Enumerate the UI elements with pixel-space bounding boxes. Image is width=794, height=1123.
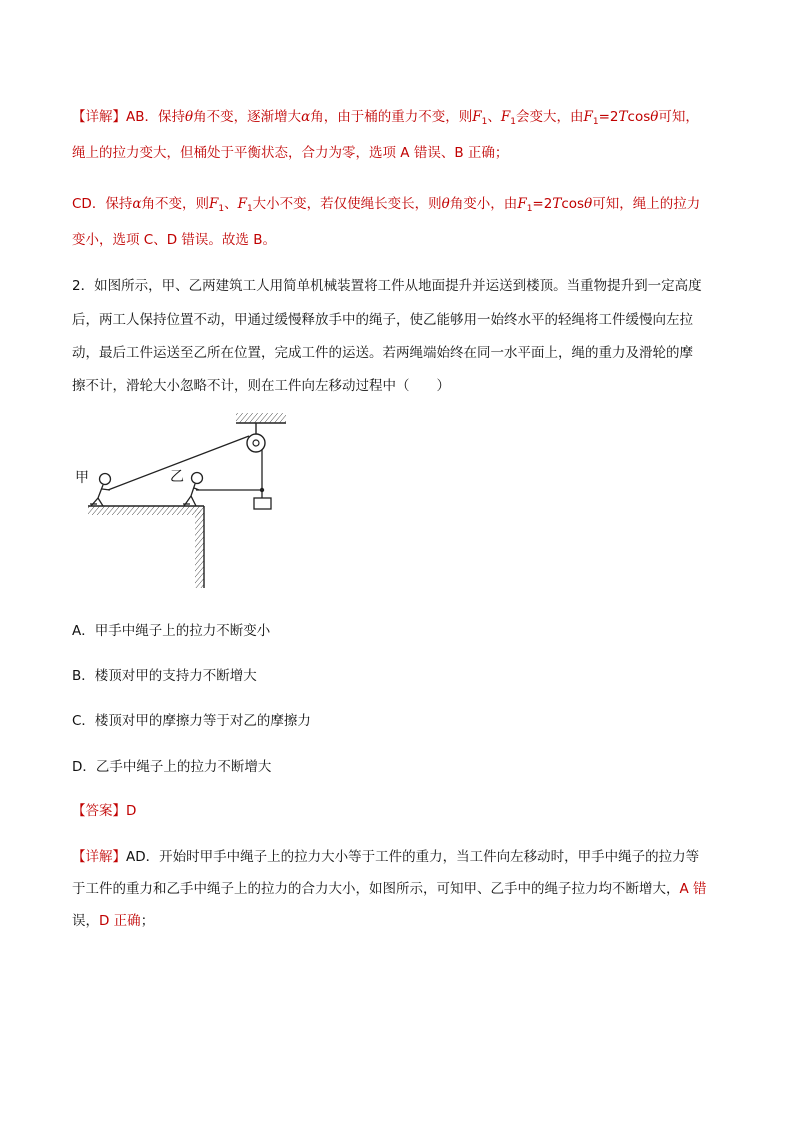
formula-f: F: [517, 196, 527, 212]
text-segment: 、: [224, 196, 238, 212]
option-a: A．甲手中绳子上的拉力不断变小: [72, 623, 271, 639]
detail2-line2: [72, 879, 707, 899]
theta-symbol: θ: [441, 196, 450, 212]
question-line2: 后，两工人保持位置不动，甲通过缓慢释放手中的绳子，使乙能够用一始终水平的轻绳将工件缓慢向左拉: [72, 312, 693, 328]
text-segment: AB．保持: [126, 109, 185, 125]
text-segment: CD．保持: [72, 196, 133, 212]
text-segment: AD．开始时甲手中绳子上的拉力大小等于工件的重力，当工件向左移动时，甲手中绳子的拉力等: [126, 849, 700, 865]
formula-t: T: [552, 196, 562, 212]
f-symbol: F: [472, 109, 482, 125]
formula-theta: θ: [650, 109, 659, 125]
f-subscript: 1: [246, 204, 253, 214]
pulley-diagram: [70, 410, 300, 595]
alpha-symbol: α: [132, 196, 142, 212]
f-subscript: 1: [510, 117, 516, 127]
f-symbol: F: [500, 109, 511, 125]
formula-cos: cos: [561, 196, 585, 212]
question-line4: 擦不计，滑轮大小忽略不计，则在工件向左移动过程中（ ）: [72, 378, 450, 394]
f-symbol: F: [237, 196, 247, 212]
formula-f: F: [583, 109, 593, 125]
formula-eq: =2: [532, 196, 553, 212]
option-d: D．乙手中绳子上的拉力不断增大: [72, 759, 272, 775]
ceiling-hatch: [236, 413, 286, 423]
detail1-line3: [72, 194, 700, 219]
detail1-line2: 绳上的拉力变大，但桶处于平衡状态，合力为零，选项 A 错误、B 正确；: [72, 145, 509, 161]
wall-hatch: [195, 510, 204, 588]
f-symbol: F: [208, 196, 219, 212]
workpiece-block: [254, 498, 271, 509]
formula-theta: θ: [584, 196, 593, 212]
text-segment-red: D 正确: [99, 913, 141, 929]
question-line1: 2．如图所示，甲、乙两建筑工人用简单机械装置将工件从地面提升并运送到楼顶。当重物提升到一定高度: [72, 278, 702, 294]
detail1-line4: 变小，选项 C、D 错误。故选 B。: [72, 232, 276, 248]
option-b: B．楼顶对甲的支持力不断增大: [72, 668, 257, 684]
detail1-line1: [72, 107, 699, 132]
label-yi: 乙: [170, 469, 184, 485]
text-segment: 于工件的重力和乙手中绳子上的拉力的合力大小，如图所示，可知甲、乙手中的绳子拉力均不断增大，: [72, 881, 680, 897]
theta-symbol: θ: [185, 109, 194, 125]
worker-jia-figure: [90, 474, 111, 507]
text-segment: 会变大，由: [515, 109, 584, 125]
answer-line: [72, 801, 136, 821]
option-c: C．楼顶对甲的摩擦力等于对乙的摩擦力: [72, 713, 311, 729]
detail2-line3: [72, 911, 154, 931]
f-subscript: 1: [481, 117, 488, 127]
text-segment: 角变小，由: [449, 196, 518, 212]
formula-eq: =2: [598, 109, 619, 125]
question-line3: 动，最后工件运送至乙所在位置，完成工件的运送。若两绳端始终在同一水平面上，绳的重力及滑轮的摩: [72, 345, 693, 361]
text-segment: 大小不变，若仅使绳长变长，则: [252, 196, 442, 212]
f-subscript: 1: [218, 204, 225, 214]
text-segment: 、: [487, 109, 501, 125]
alpha-symbol: α: [301, 109, 311, 125]
formula-t: T: [618, 109, 628, 125]
text-segment: ；: [140, 913, 155, 929]
formula-sub: 1: [592, 117, 599, 127]
worker-yi-figure: [183, 473, 203, 507]
answer-tag: 【答案】: [72, 803, 126, 819]
detail2-line1: [72, 847, 699, 867]
text-segment: 可知，绳上的拉力: [592, 196, 701, 212]
label-jia: 甲: [75, 470, 89, 486]
pulley-axle: [253, 440, 259, 446]
text-segment-red: A 错: [679, 881, 707, 897]
text-segment: 角不变，逐渐增大: [193, 109, 302, 125]
detail-tag: 【详解】: [72, 109, 126, 125]
detail-tag: 【详解】: [72, 849, 126, 865]
text-segment: 可知，: [658, 109, 699, 125]
formula-sub: 1: [526, 204, 533, 214]
formula-cos: cos: [627, 109, 651, 125]
roof-hatch: [88, 506, 204, 515]
text-segment: 误，: [72, 913, 99, 929]
answer-value: D: [126, 803, 137, 819]
text-segment: 角不变，则: [141, 196, 209, 212]
text-segment: 角，由于桶的重力不变，则: [310, 109, 473, 125]
